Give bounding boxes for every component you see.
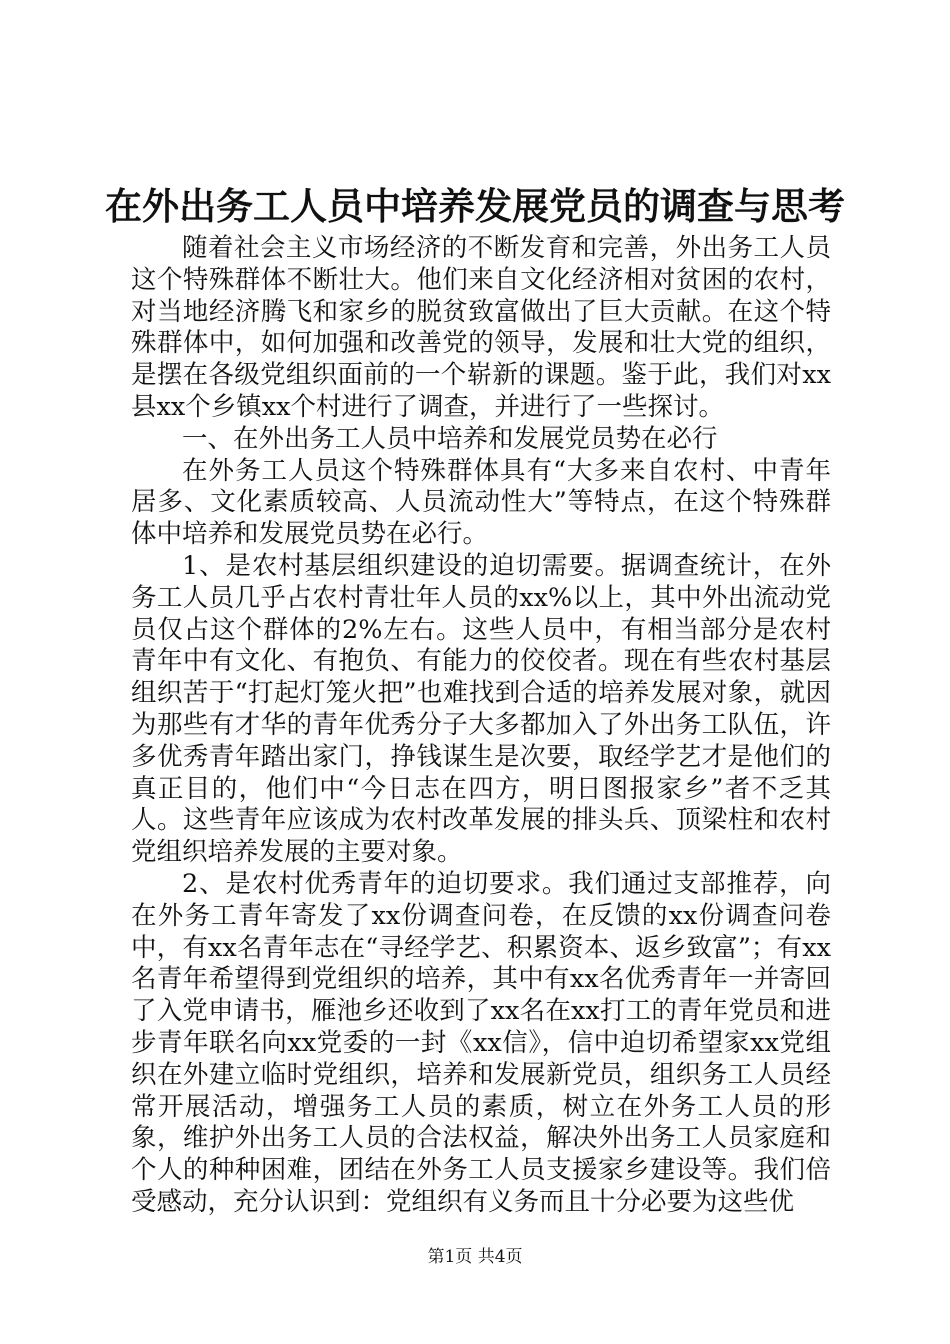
paragraph-characteristics: 在外务工人员这个特殊群体具有“大多来自农村、中青年居多、文化素质较高、人员流动性大”等特点，在这个特殊群体中培养和发展党员势在必行。 [131, 455, 831, 550]
paragraph-intro: 随着社会主义市场经济的不断发育和完善，外出务工人员这个特殊群体不断壮大。他们来自文化经济相对贫困的农村，对当地经济腾飞和家乡的脱贫致富做出了巨大贡献。在这个特殊群体中，如何加强和改善党的领导，发展和壮大党的组织，是摆在各级党组织面前的一个崭新的课题。鉴于此，我们对xx县xx个乡镇xx个村进行了调查，并进行了一些探讨。 [131, 233, 831, 422]
section-heading-1: 一、在外出务工人员中培养和发展党员势在必行 [182, 423, 718, 454]
document-body [131, 233, 831, 1219]
document-title: 在外出务工人员中培养发展党员的调查与思考 [105, 184, 845, 228]
page-footer: 第1页 共4页 [427, 1247, 523, 1267]
paragraph-point-1: 1、是农村基层组织建设的迫切需要。据调查统计，在外务工人员几乎占农村青壮年人员的xx%以上，其中外出流动党员仅占这个群体的2%左右。这些人员中，有相当部分是农村青年中有文化、有抱负、有能力的佼佼者。现在有些农村基层组织苦于“打起灯笼火把”也难找到合适的培养发展对象，就因为那些有才华的青年优秀分子大多都加入了外出务工队伍，许多优秀青年踏出家门，挣钱谋生是次要，取经学艺才是他们的真正目的，他们中“今日志在四方，明日图报家乡”者不乏其人。这些青年应该成为农村改革发展的排头兵、顶梁柱和农村党组织培养发展的主要对象。 [131, 550, 831, 868]
paragraph-point-2: 2、是农村优秀青年的迫切要求。我们通过支部推荐，向在外务工青年寄发了xx份调查问卷，在反馈的xx份调查问卷中，有xx名青年志在“寻经学艺、积累资本、返乡致富”；有xx名青年希望得到党组织的培养，其中有xx名优秀青年一并寄回了入党申请书，雁池乡还收到了xx名在xx打工的青年党员和进步青年联名向xx党委的一封《xx信》，信中迫切希望家xx党组织在外建立临时党组织，培养和发展新党员，组织务工人员经常开展活动，增强务工人员的素质，树立在外务工人员的形象，维护外出务工人员的合法权益，解决外出务工人员家庭和个人的种种困难，团结在外务工人员支援家乡建设等。我们倍受感动，充分认识到：党组织有义务而且十分必要为这些优 [131, 868, 831, 1217]
